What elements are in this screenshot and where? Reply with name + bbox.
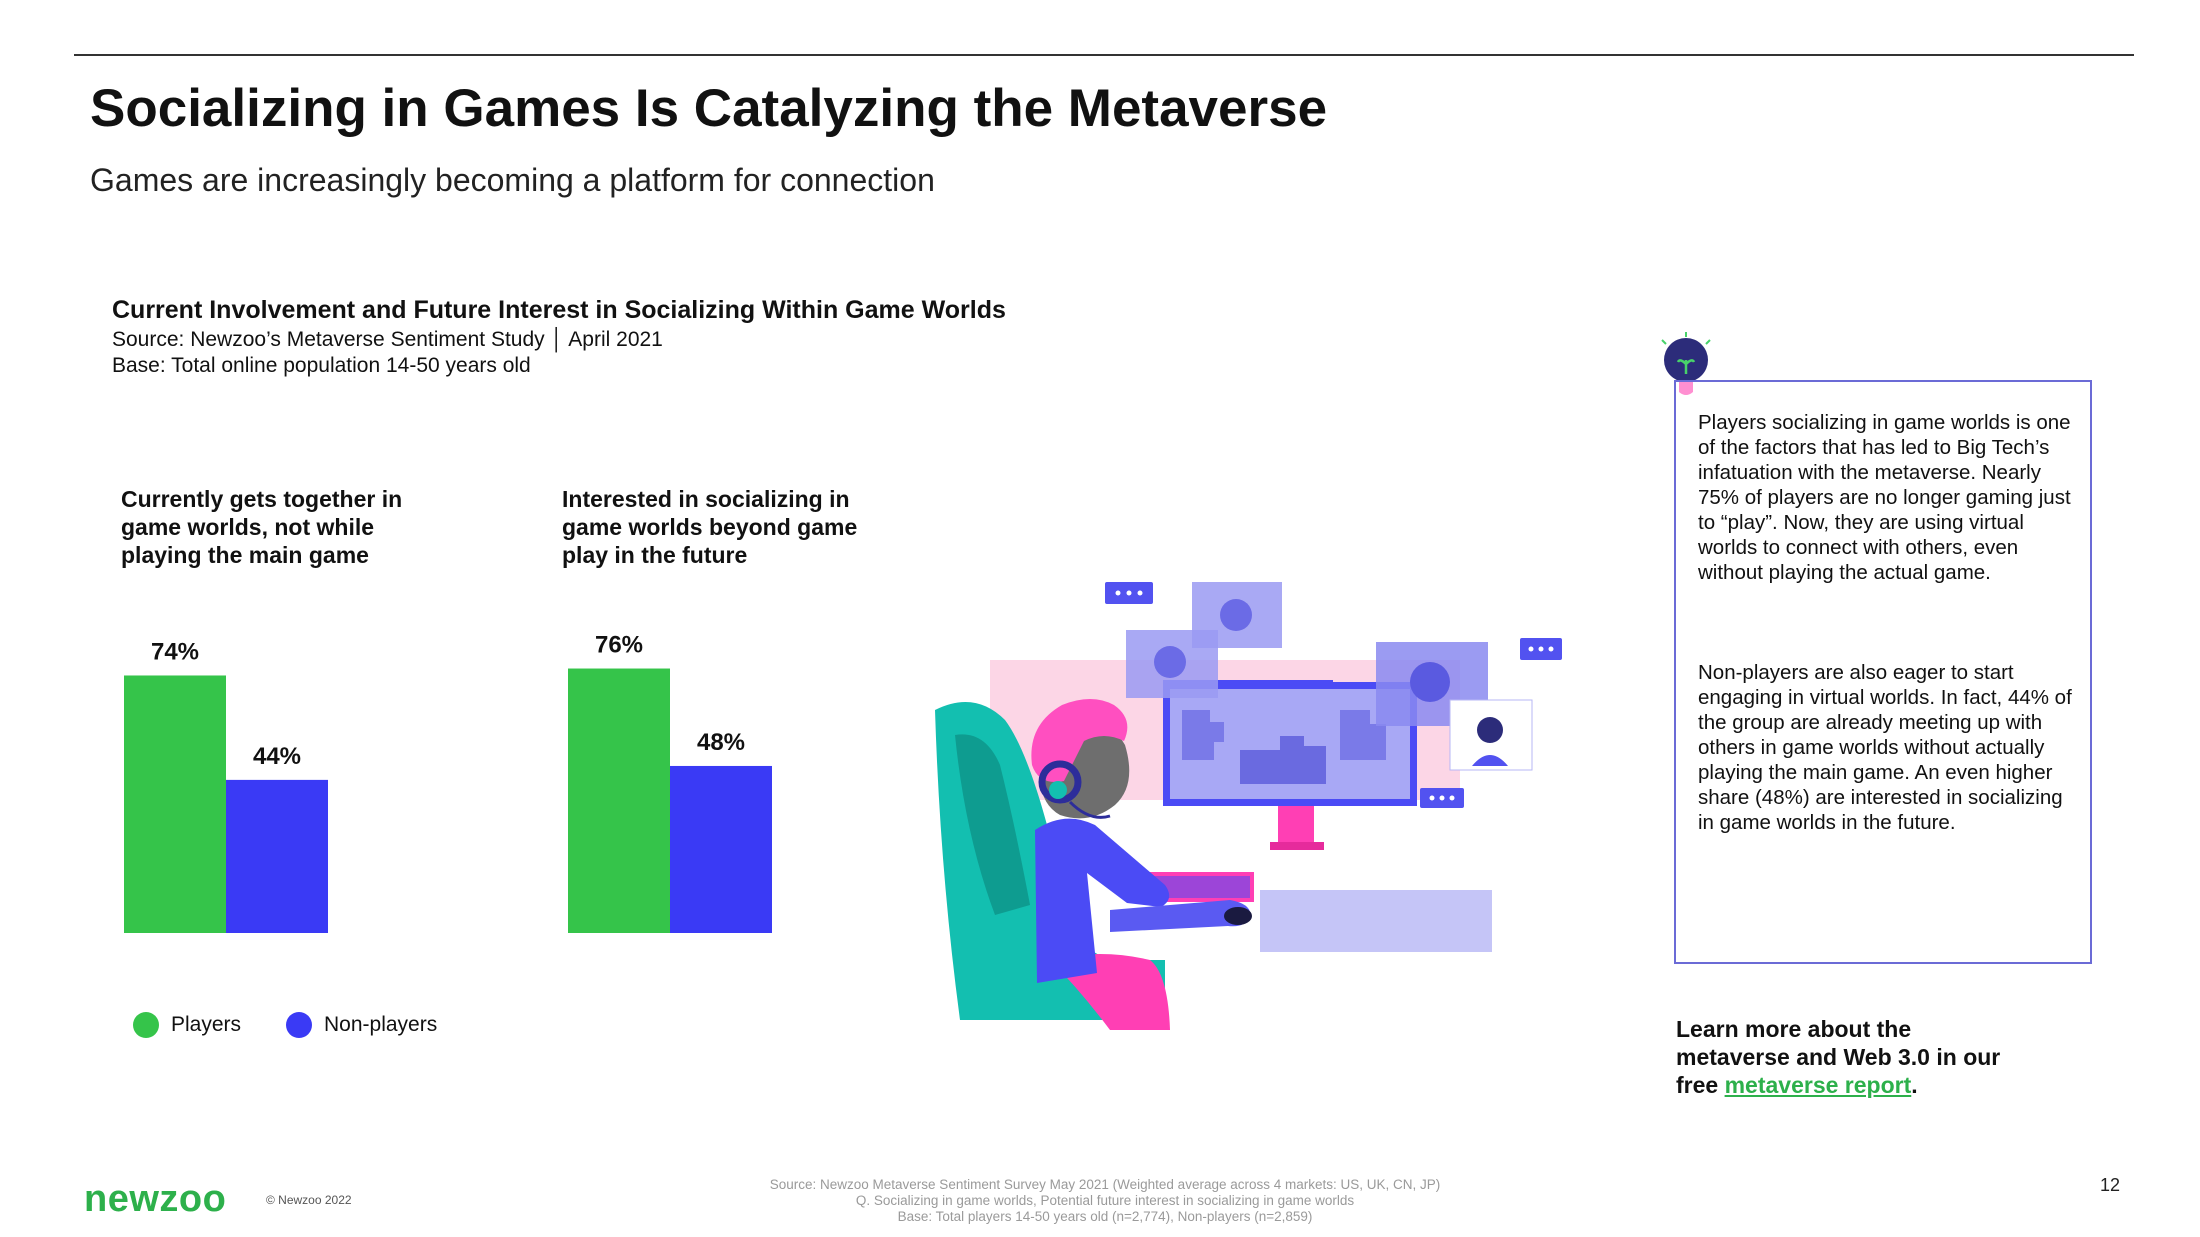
footnote-source: Source: Newzoo Metaverse Sentiment Survey May 2021 (Weighted average across 4 markets: US, UK, CN, JP) [769,1177,1441,1192]
bar-panel2-non-players [670,766,772,933]
bar-label-panel1-2: 44% [252,742,302,770]
chart-base: Base: Total online population 14-50 years old [112,354,531,377]
legend-nonplayers-swatch [286,1012,312,1038]
page-subtitle: Games are increasingly becoming a platform for connection [90,162,935,198]
panel-1-label: Currently gets together in game worlds, not while playing the main game [121,486,403,568]
insight-paragraph-1: Players socializing in game worlds is one of the factors that has led to Big Tech’s infatuation with the metaverse. Nearly 75% of players are no longer gaming just to “play”. Now, they are using virtual worlds to connect with others, even without playing the actual game. [1698,411,2071,584]
desk [1260,890,1492,952]
learn-more [1676,1015,2016,1099]
footnote-base: Base: Total players 14-50 years old (n=2,774), Non-players (n=2,859) [897,1209,1313,1224]
metaverse-report-link[interactable]: metaverse report [1724,1072,1912,1098]
legend-players [133,1012,241,1038]
bar-label-panel2-2: 48% [696,728,746,756]
page-number: 12 [2100,1175,2121,1195]
insight-paragraph-2: Non-players are also eager to start engaging in virtual worlds. In fact, 44% of the group are already meeting up with others in game worlds without actually playing the main game. An even higher share (48%) are interested in socializing in game worlds in the future. [1698,661,2072,834]
footnote-question: Q. Socializing in game worlds, Potential future interest in socializing in game worlds [855,1193,1355,1208]
legend-nonplayers-label: Non-players [324,1013,438,1036]
legend-players-label: Players [171,1013,242,1036]
chart-title: Current Involvement and Future Interest in Socializing Within Game Worlds [112,296,1006,324]
panel-2-label: Interested in socializing in game worlds beyond game play in the future [562,486,858,568]
learn-more-period: . [1911,1072,1918,1098]
newzoo-logo: newzoo [84,1178,227,1220]
gamer-illustration [920,560,1570,1050]
top-divider [74,54,2134,56]
footnote [680,1177,1530,1225]
legend-players-swatch [133,1012,159,1038]
bar-panel1-players [124,675,226,933]
learn-more-text: Learn more about the metaverse and Web 3.0 in our free [1676,1016,2001,1098]
copyright: © Newzoo 2022 [266,1193,352,1207]
legend-nonplayers [286,1012,437,1038]
bar-panel2-players [568,669,670,933]
chart-source: Source: Newzoo’s Metaverse Sentiment Study │ April 2021 [112,328,663,351]
page-title: Socializing in Games Is Catalyzing the Metaverse [90,79,1328,138]
bar-panel1-non-players [226,780,328,933]
bar-label-panel2-1: 76% [594,631,644,659]
bar-label-panel1-1: 74% [150,638,200,666]
